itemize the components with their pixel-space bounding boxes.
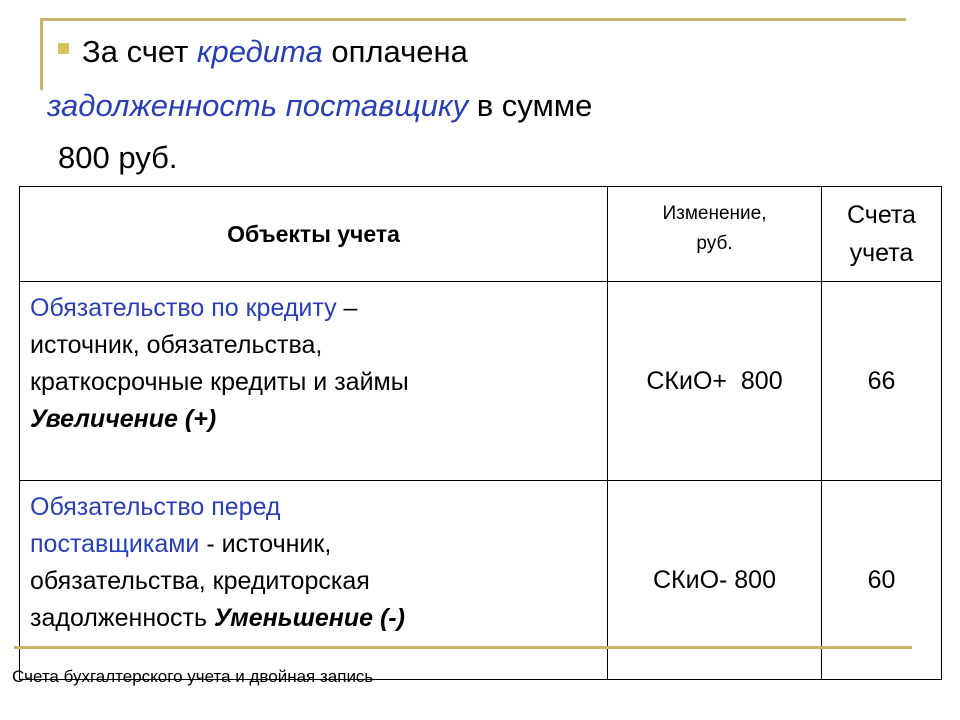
heading-text: За счет — [82, 34, 197, 69]
object-line — [30, 290, 599, 327]
accounts-table — [19, 186, 942, 680]
object-effect: Увеличение (+) — [30, 405, 217, 433]
header-change-line1: Изменение, — [662, 203, 767, 224]
header-accounts-line1: Счета — [847, 201, 916, 229]
object-title: Обязательство по кредиту — [30, 294, 337, 322]
object-text: – — [336, 294, 358, 322]
change-cell: СКиО- 800 — [608, 481, 822, 680]
account-cell: 66 — [822, 282, 942, 481]
object-text: задолженность — [30, 604, 214, 632]
object-title: поставщиками — [30, 530, 200, 558]
table-row — [20, 282, 942, 481]
heading-text: в сумме — [468, 88, 593, 123]
heading-highlight-debt: задолженность поставщику — [47, 88, 469, 123]
object-cell — [20, 481, 608, 680]
bullet-square-icon — [58, 43, 69, 54]
top-decorative-rule — [40, 18, 906, 21]
object-line — [30, 600, 599, 637]
header-accounts — [822, 187, 942, 282]
heading-text: оплачена — [322, 34, 468, 69]
heading-line-1 — [82, 30, 468, 74]
header-change — [608, 187, 822, 282]
object-title: Обязательство перед — [30, 493, 281, 521]
table-header-row — [20, 187, 942, 282]
header-accounts-line2: учета — [849, 239, 914, 267]
table-row — [20, 481, 942, 680]
object-line: источник, обязательства, — [30, 331, 323, 359]
object-effect: Уменьшение (-) — [213, 604, 405, 632]
slide-footer: Счета бухгалтерского учета и двойная запись — [12, 667, 374, 686]
object-line — [30, 526, 599, 563]
header-change-line2: руб. — [696, 233, 733, 254]
heading-highlight-credit: кредита — [196, 34, 323, 69]
object-text: - источник, — [199, 530, 332, 558]
object-line: обязательства, кредиторская — [30, 567, 370, 595]
object-cell — [20, 282, 608, 481]
change-cell: СКиО+ 800 — [608, 282, 822, 481]
left-decorative-rule — [40, 18, 43, 90]
bottom-decorative-rule — [14, 646, 912, 649]
heading-line-2 — [47, 84, 592, 128]
object-line: краткосрочные кредиты и займы — [30, 368, 409, 396]
heading-line-3: 800 руб. — [58, 140, 178, 175]
account-cell: 60 — [822, 481, 942, 680]
header-objects: Объекты учета — [20, 187, 608, 282]
